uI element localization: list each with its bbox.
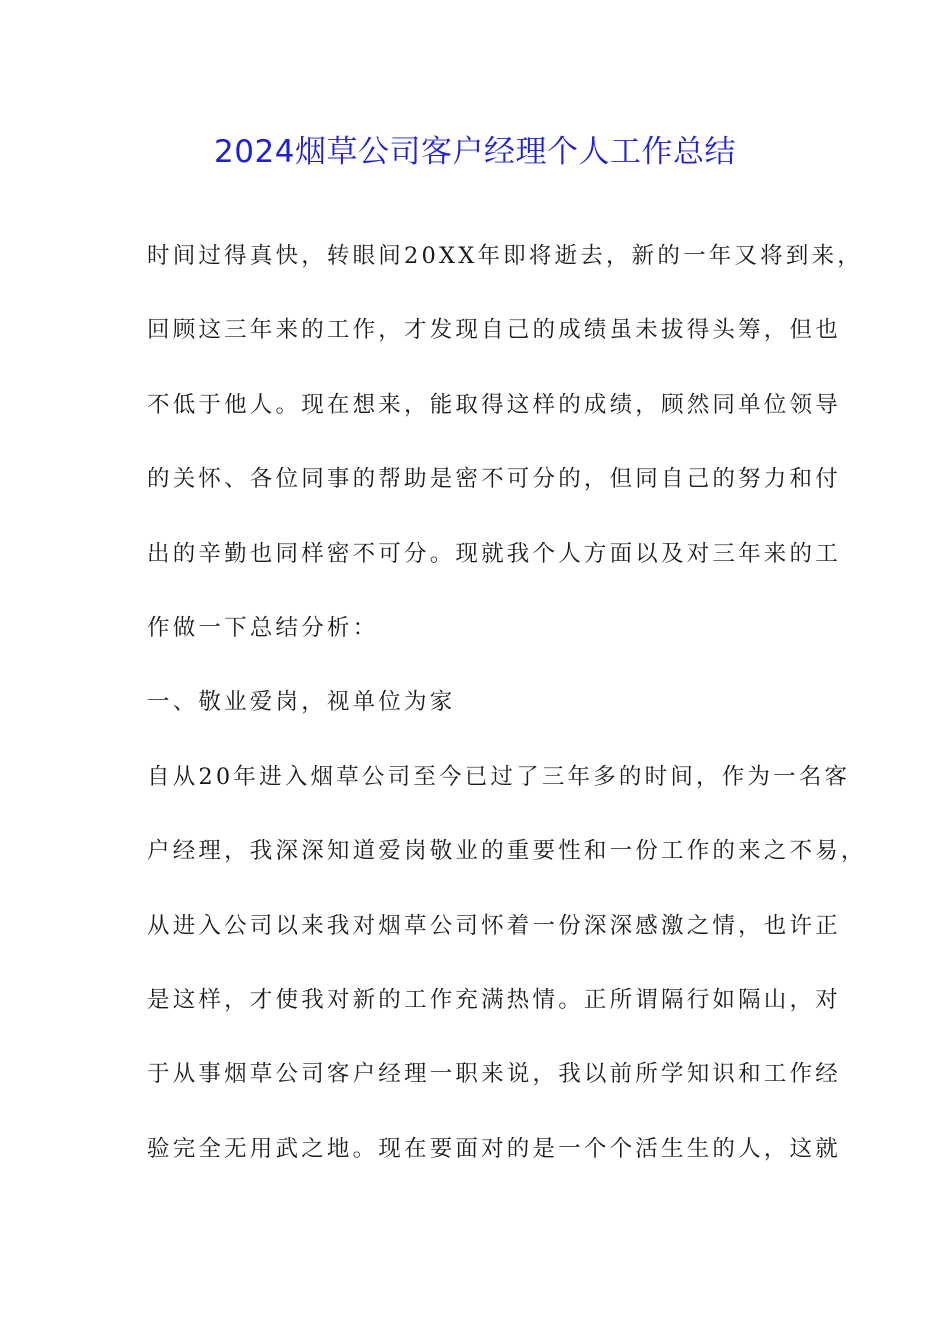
paragraph-line: 不低于他人。现在想来，能取得这样的成绩，顾然同单位领导 [147,391,841,418]
paragraph-line: 于从事烟草公司客户经理一职来说，我以前所学知识和工作经 [147,1061,841,1088]
document-body [147,232,867,1199]
paragraph-line: 回顾这三年来的工作，才发现自己的成绩虽未拔得头筹，但也 [147,317,841,344]
paragraph-line: 时间过得真快，转眼间20XX年即将逝去，新的一年又将到来， [147,243,863,269]
paragraph-line: 作做一下总结分析： [147,614,379,641]
paragraph-line: 户经理，我深深知道爱岗敬业的重要性和一份工作的来之不易， [147,838,867,865]
section-heading: 一、敬业爱岗，视单位为家 [147,689,456,716]
paragraph-line: 验完全无用武之地。现在要面对的是一个个活生生的人，这就 [147,1135,841,1162]
paragraph-line: 自从20年进入烟草公司至今已过了三年多的时间，作为一名客 [147,763,851,790]
paragraph-line: 出的辛勤也同样密不可分。现就我个人方面以及对三年来的工 [147,540,841,567]
paragraph-line: 从进入公司以来我对烟草公司怀着一份深深感激之情，也许正 [147,912,841,939]
paragraph-line: 的关怀、各位同事的帮助是密不可分的，但同自己的努力和付 [147,466,841,493]
paragraph-line: 是这样，才使我对新的工作充满热情。正所谓隔行如隔山，对 [147,986,841,1013]
document-title: 2024烟草公司客户经理个人工作总结 [214,134,736,170]
